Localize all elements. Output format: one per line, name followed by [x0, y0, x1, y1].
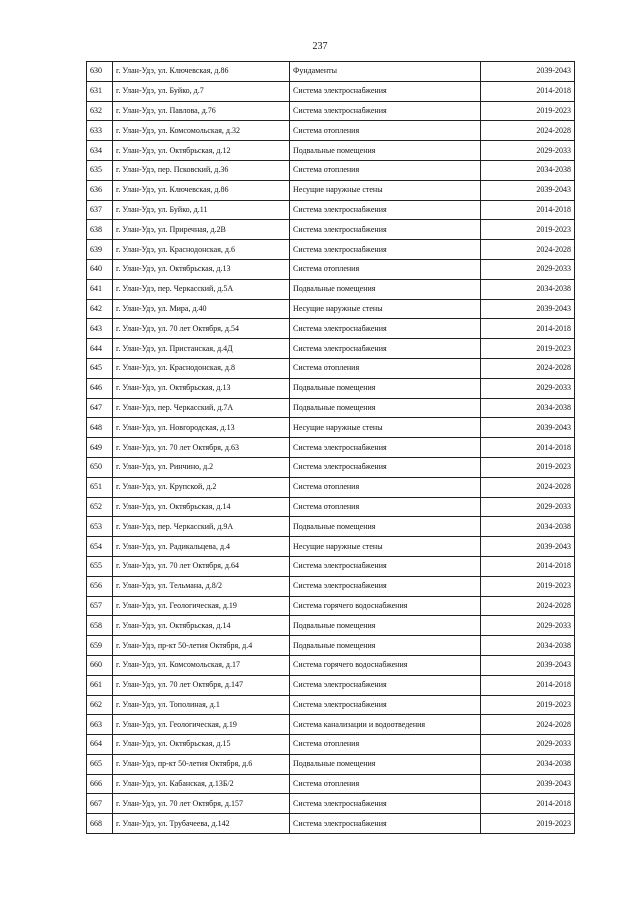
row-address: г. Улан-Удэ, пер. Черкасский, д.5А [113, 279, 290, 299]
row-period: 2014-2018 [481, 794, 575, 814]
row-work-type: Система горячего водоснабжения [290, 596, 481, 616]
row-number: 656 [87, 576, 113, 596]
row-work-type: Система электроснабжения [290, 339, 481, 359]
row-address: г. Улан-Удэ, ул. Октябрьская, д.14 [113, 497, 290, 517]
row-number: 663 [87, 715, 113, 735]
row-number: 640 [87, 259, 113, 279]
row-address: г. Улан-Удэ, ул. 70 лет Октября, д.147 [113, 675, 290, 695]
row-address: г. Улан-Удэ, ул. Ключевская, д.86 [113, 180, 290, 200]
row-address: г. Улан-Удэ, ул. 70 лет Октября, д.63 [113, 438, 290, 458]
table-row [87, 794, 575, 814]
row-address: г. Улан-Удэ, ул. Геологическая, д.19 [113, 715, 290, 735]
row-work-type: Система электроснабжения [290, 675, 481, 695]
row-period: 2019-2023 [481, 220, 575, 240]
row-address: г. Улан-Удэ, ул. Ключевская, д.86 [113, 62, 290, 82]
row-period: 2039-2043 [481, 62, 575, 82]
table-row [87, 398, 575, 418]
row-work-type: Система электроснабжения [290, 220, 481, 240]
table-row [87, 576, 575, 596]
row-address: г. Улан-Удэ, ул. Октябрьская, д.13 [113, 259, 290, 279]
table-row [87, 735, 575, 755]
row-number: 635 [87, 160, 113, 180]
row-work-type: Система электроснабжения [290, 556, 481, 576]
row-address: г. Улан-Удэ, ул. 70 лет Октября, д.157 [113, 794, 290, 814]
row-address: г. Улан-Удэ, ул. Мира, д.40 [113, 299, 290, 319]
table-row [87, 517, 575, 537]
row-number: 653 [87, 517, 113, 537]
row-work-type: Система электроснабжения [290, 695, 481, 715]
row-period: 2019-2023 [481, 576, 575, 596]
table-row [87, 378, 575, 398]
table-row [87, 438, 575, 458]
row-work-type: Система электроснабжения [290, 240, 481, 260]
row-work-type: Несущие наружные стены [290, 299, 481, 319]
row-number: 652 [87, 497, 113, 517]
row-address: г. Улан-Удэ, ул. Комсомольская, д.32 [113, 121, 290, 141]
row-address: г. Улан-Удэ, ул. Тельмана, д.8/2 [113, 576, 290, 596]
row-number: 646 [87, 378, 113, 398]
row-number: 654 [87, 537, 113, 557]
table-body [87, 62, 575, 834]
row-period: 2034-2038 [481, 279, 575, 299]
row-period: 2029-2033 [481, 259, 575, 279]
row-address: г. Улан-Удэ, ул. Краснодонская, д.8 [113, 358, 290, 378]
row-period: 2034-2038 [481, 754, 575, 774]
row-number: 667 [87, 794, 113, 814]
row-number: 651 [87, 477, 113, 497]
row-work-type: Несущие наружные стены [290, 180, 481, 200]
row-number: 658 [87, 616, 113, 636]
row-address: г. Улан-Удэ, ул. 70 лет Октября, д.64 [113, 556, 290, 576]
table-row [87, 477, 575, 497]
row-address: г. Улан-Удэ, ул. Буйко, д.11 [113, 200, 290, 220]
table-row [87, 279, 575, 299]
row-period: 2039-2043 [481, 655, 575, 675]
row-address: г. Улан-Удэ, ул. Октябрьская, д.15 [113, 735, 290, 755]
row-address: г. Улан-Удэ, ул. Приречная, д.2В [113, 220, 290, 240]
row-number: 632 [87, 101, 113, 121]
row-period: 2019-2023 [481, 695, 575, 715]
row-period: 2014-2018 [481, 200, 575, 220]
row-period: 2039-2043 [481, 299, 575, 319]
row-work-type: Система горячего водоснабжения [290, 655, 481, 675]
row-work-type: Система отопления [290, 477, 481, 497]
table-row [87, 141, 575, 161]
row-work-type: Несущие наружные стены [290, 537, 481, 557]
row-number: 662 [87, 695, 113, 715]
table-row [87, 537, 575, 557]
row-period: 2024-2028 [481, 596, 575, 616]
row-period: 2014-2018 [481, 556, 575, 576]
row-work-type: Подвальные помещения [290, 517, 481, 537]
row-period: 2024-2028 [481, 121, 575, 141]
row-number: 664 [87, 735, 113, 755]
row-address: г. Улан-Удэ, ул. Тополиная, д.1 [113, 695, 290, 715]
row-address: г. Улан-Удэ, ул. Новгородская, д.13 [113, 418, 290, 438]
row-work-type: Система электроснабжения [290, 794, 481, 814]
row-address: г. Улан-Удэ, ул. Комсомольская, д.17 [113, 655, 290, 675]
page-number: 237 [312, 41, 328, 52]
row-work-type: Система электроснабжения [290, 438, 481, 458]
row-period: 2019-2023 [481, 101, 575, 121]
row-period: 2024-2028 [481, 477, 575, 497]
row-number: 659 [87, 636, 113, 656]
table-row [87, 101, 575, 121]
row-work-type: Несущие наружные стены [290, 418, 481, 438]
row-number: 634 [87, 141, 113, 161]
table-row [87, 180, 575, 200]
row-period: 2014-2018 [481, 675, 575, 695]
row-work-type: Система электроснабжения [290, 814, 481, 834]
row-number: 645 [87, 358, 113, 378]
row-number: 641 [87, 279, 113, 299]
row-address: г. Улан-Удэ, пр-кт 50-летия Октября, д.4 [113, 636, 290, 656]
row-address: г. Улан-Удэ, ул. Октябрьская, д.14 [113, 616, 290, 636]
table-row [87, 299, 575, 319]
row-number: 650 [87, 457, 113, 477]
row-address: г. Улан-Удэ, ул. Ринчино, д.2 [113, 457, 290, 477]
row-number: 642 [87, 299, 113, 319]
row-work-type: Подвальные помещения [290, 398, 481, 418]
row-number: 643 [87, 319, 113, 339]
row-work-type: Система отопления [290, 774, 481, 794]
row-address: г. Улан-Удэ, ул. 70 лет Октября, д.54 [113, 319, 290, 339]
row-period: 2029-2033 [481, 141, 575, 161]
row-period: 2024-2028 [481, 358, 575, 378]
row-address: г. Улан-Удэ, пер. Черкасский, д.9А [113, 517, 290, 537]
table-row [87, 457, 575, 477]
row-work-type: Система отопления [290, 259, 481, 279]
row-work-type: Подвальные помещения [290, 279, 481, 299]
row-work-type: Подвальные помещения [290, 754, 481, 774]
row-number: 655 [87, 556, 113, 576]
row-work-type: Система отопления [290, 160, 481, 180]
row-period: 2034-2038 [481, 160, 575, 180]
row-work-type: Система электроснабжения [290, 101, 481, 121]
row-address: г. Улан-Удэ, ул. Радикальцева, д.4 [113, 537, 290, 557]
row-address: г. Улан-Удэ, пер. Черкасский, д.7А [113, 398, 290, 418]
table-row [87, 81, 575, 101]
row-address: г. Улан-Удэ, ул. Геологическая, д.19 [113, 596, 290, 616]
table-row [87, 655, 575, 675]
row-address: г. Улан-Удэ, пр-кт 50-летия Октября, д.6 [113, 754, 290, 774]
row-number: 660 [87, 655, 113, 675]
table-row [87, 774, 575, 794]
table-row [87, 319, 575, 339]
row-period: 2029-2033 [481, 735, 575, 755]
row-work-type: Подвальные помещения [290, 378, 481, 398]
row-period: 2029-2033 [481, 497, 575, 517]
row-period: 2034-2038 [481, 636, 575, 656]
row-period: 2024-2028 [481, 240, 575, 260]
row-address: г. Улан-Удэ, ул. Буйко, д.7 [113, 81, 290, 101]
row-work-type: Подвальные помещения [290, 141, 481, 161]
row-address: г. Улан-Удэ, ул. Павлова, д.76 [113, 101, 290, 121]
row-number: 630 [87, 62, 113, 82]
row-work-type: Фундаменты [290, 62, 481, 82]
row-number: 631 [87, 81, 113, 101]
repair-schedule-table [86, 61, 575, 834]
row-address: г. Улан-Удэ, ул. Трубачеева, д.142 [113, 814, 290, 834]
row-address: г. Улан-Удэ, ул. Октябрьская, д.13 [113, 378, 290, 398]
row-number: 647 [87, 398, 113, 418]
row-work-type: Система отопления [290, 121, 481, 141]
table-row [87, 497, 575, 517]
row-number: 633 [87, 121, 113, 141]
row-period: 2039-2043 [481, 537, 575, 557]
table-row [87, 418, 575, 438]
row-period: 2019-2023 [481, 814, 575, 834]
row-work-type: Система электроснабжения [290, 319, 481, 339]
row-number: 661 [87, 675, 113, 695]
table-row [87, 160, 575, 180]
row-address: г. Улан-Удэ, пер. Псковский, д.36 [113, 160, 290, 180]
row-period: 2014-2018 [481, 81, 575, 101]
row-period: 2014-2018 [481, 438, 575, 458]
table-row [87, 121, 575, 141]
table-row [87, 240, 575, 260]
row-number: 666 [87, 774, 113, 794]
table-row [87, 616, 575, 636]
table-row [87, 814, 575, 834]
row-number: 648 [87, 418, 113, 438]
row-number: 644 [87, 339, 113, 359]
table-row [87, 62, 575, 82]
table-row [87, 675, 575, 695]
row-period: 2014-2018 [481, 319, 575, 339]
table-row [87, 556, 575, 576]
row-number: 636 [87, 180, 113, 200]
row-number: 668 [87, 814, 113, 834]
row-address: г. Улан-Удэ, ул. Октябрьская, д.12 [113, 141, 290, 161]
row-number: 665 [87, 754, 113, 774]
table-row [87, 636, 575, 656]
row-period: 2019-2023 [481, 457, 575, 477]
row-period: 2029-2033 [481, 378, 575, 398]
table-row [87, 715, 575, 735]
row-number: 637 [87, 200, 113, 220]
row-number: 638 [87, 220, 113, 240]
row-period: 2039-2043 [481, 180, 575, 200]
row-number: 657 [87, 596, 113, 616]
row-period: 2034-2038 [481, 517, 575, 537]
row-work-type: Подвальные помещения [290, 636, 481, 656]
row-address: г. Улан-Удэ, ул. Пристанская, д.4Д [113, 339, 290, 359]
row-work-type: Подвальные помещения [290, 616, 481, 636]
table-row [87, 259, 575, 279]
row-address: г. Улан-Удэ, ул. Краснодонская, д.6 [113, 240, 290, 260]
row-number: 649 [87, 438, 113, 458]
table-row [87, 358, 575, 378]
row-work-type: Система электроснабжения [290, 457, 481, 477]
table-row [87, 220, 575, 240]
table-row [87, 695, 575, 715]
row-work-type: Система отопления [290, 497, 481, 517]
row-work-type: Система канализации и водоотведения [290, 715, 481, 735]
row-number: 639 [87, 240, 113, 260]
row-period: 2019-2023 [481, 339, 575, 359]
row-work-type: Система электроснабжения [290, 200, 481, 220]
row-work-type: Система отопления [290, 358, 481, 378]
row-period: 2024-2028 [481, 715, 575, 735]
table-row [87, 200, 575, 220]
row-address: г. Улан-Удэ, ул. Кабанская, д.13Б/2 [113, 774, 290, 794]
row-work-type: Система электроснабжения [290, 576, 481, 596]
row-work-type: Система электроснабжения [290, 81, 481, 101]
row-period: 2029-2033 [481, 616, 575, 636]
table-row [87, 339, 575, 359]
table-row [87, 754, 575, 774]
table-row [87, 596, 575, 616]
row-period: 2039-2043 [481, 774, 575, 794]
row-period: 2039-2043 [481, 418, 575, 438]
row-work-type: Система отопления [290, 735, 481, 755]
row-address: г. Улан-Удэ, ул. Крупской, д.2 [113, 477, 290, 497]
row-period: 2034-2038 [481, 398, 575, 418]
